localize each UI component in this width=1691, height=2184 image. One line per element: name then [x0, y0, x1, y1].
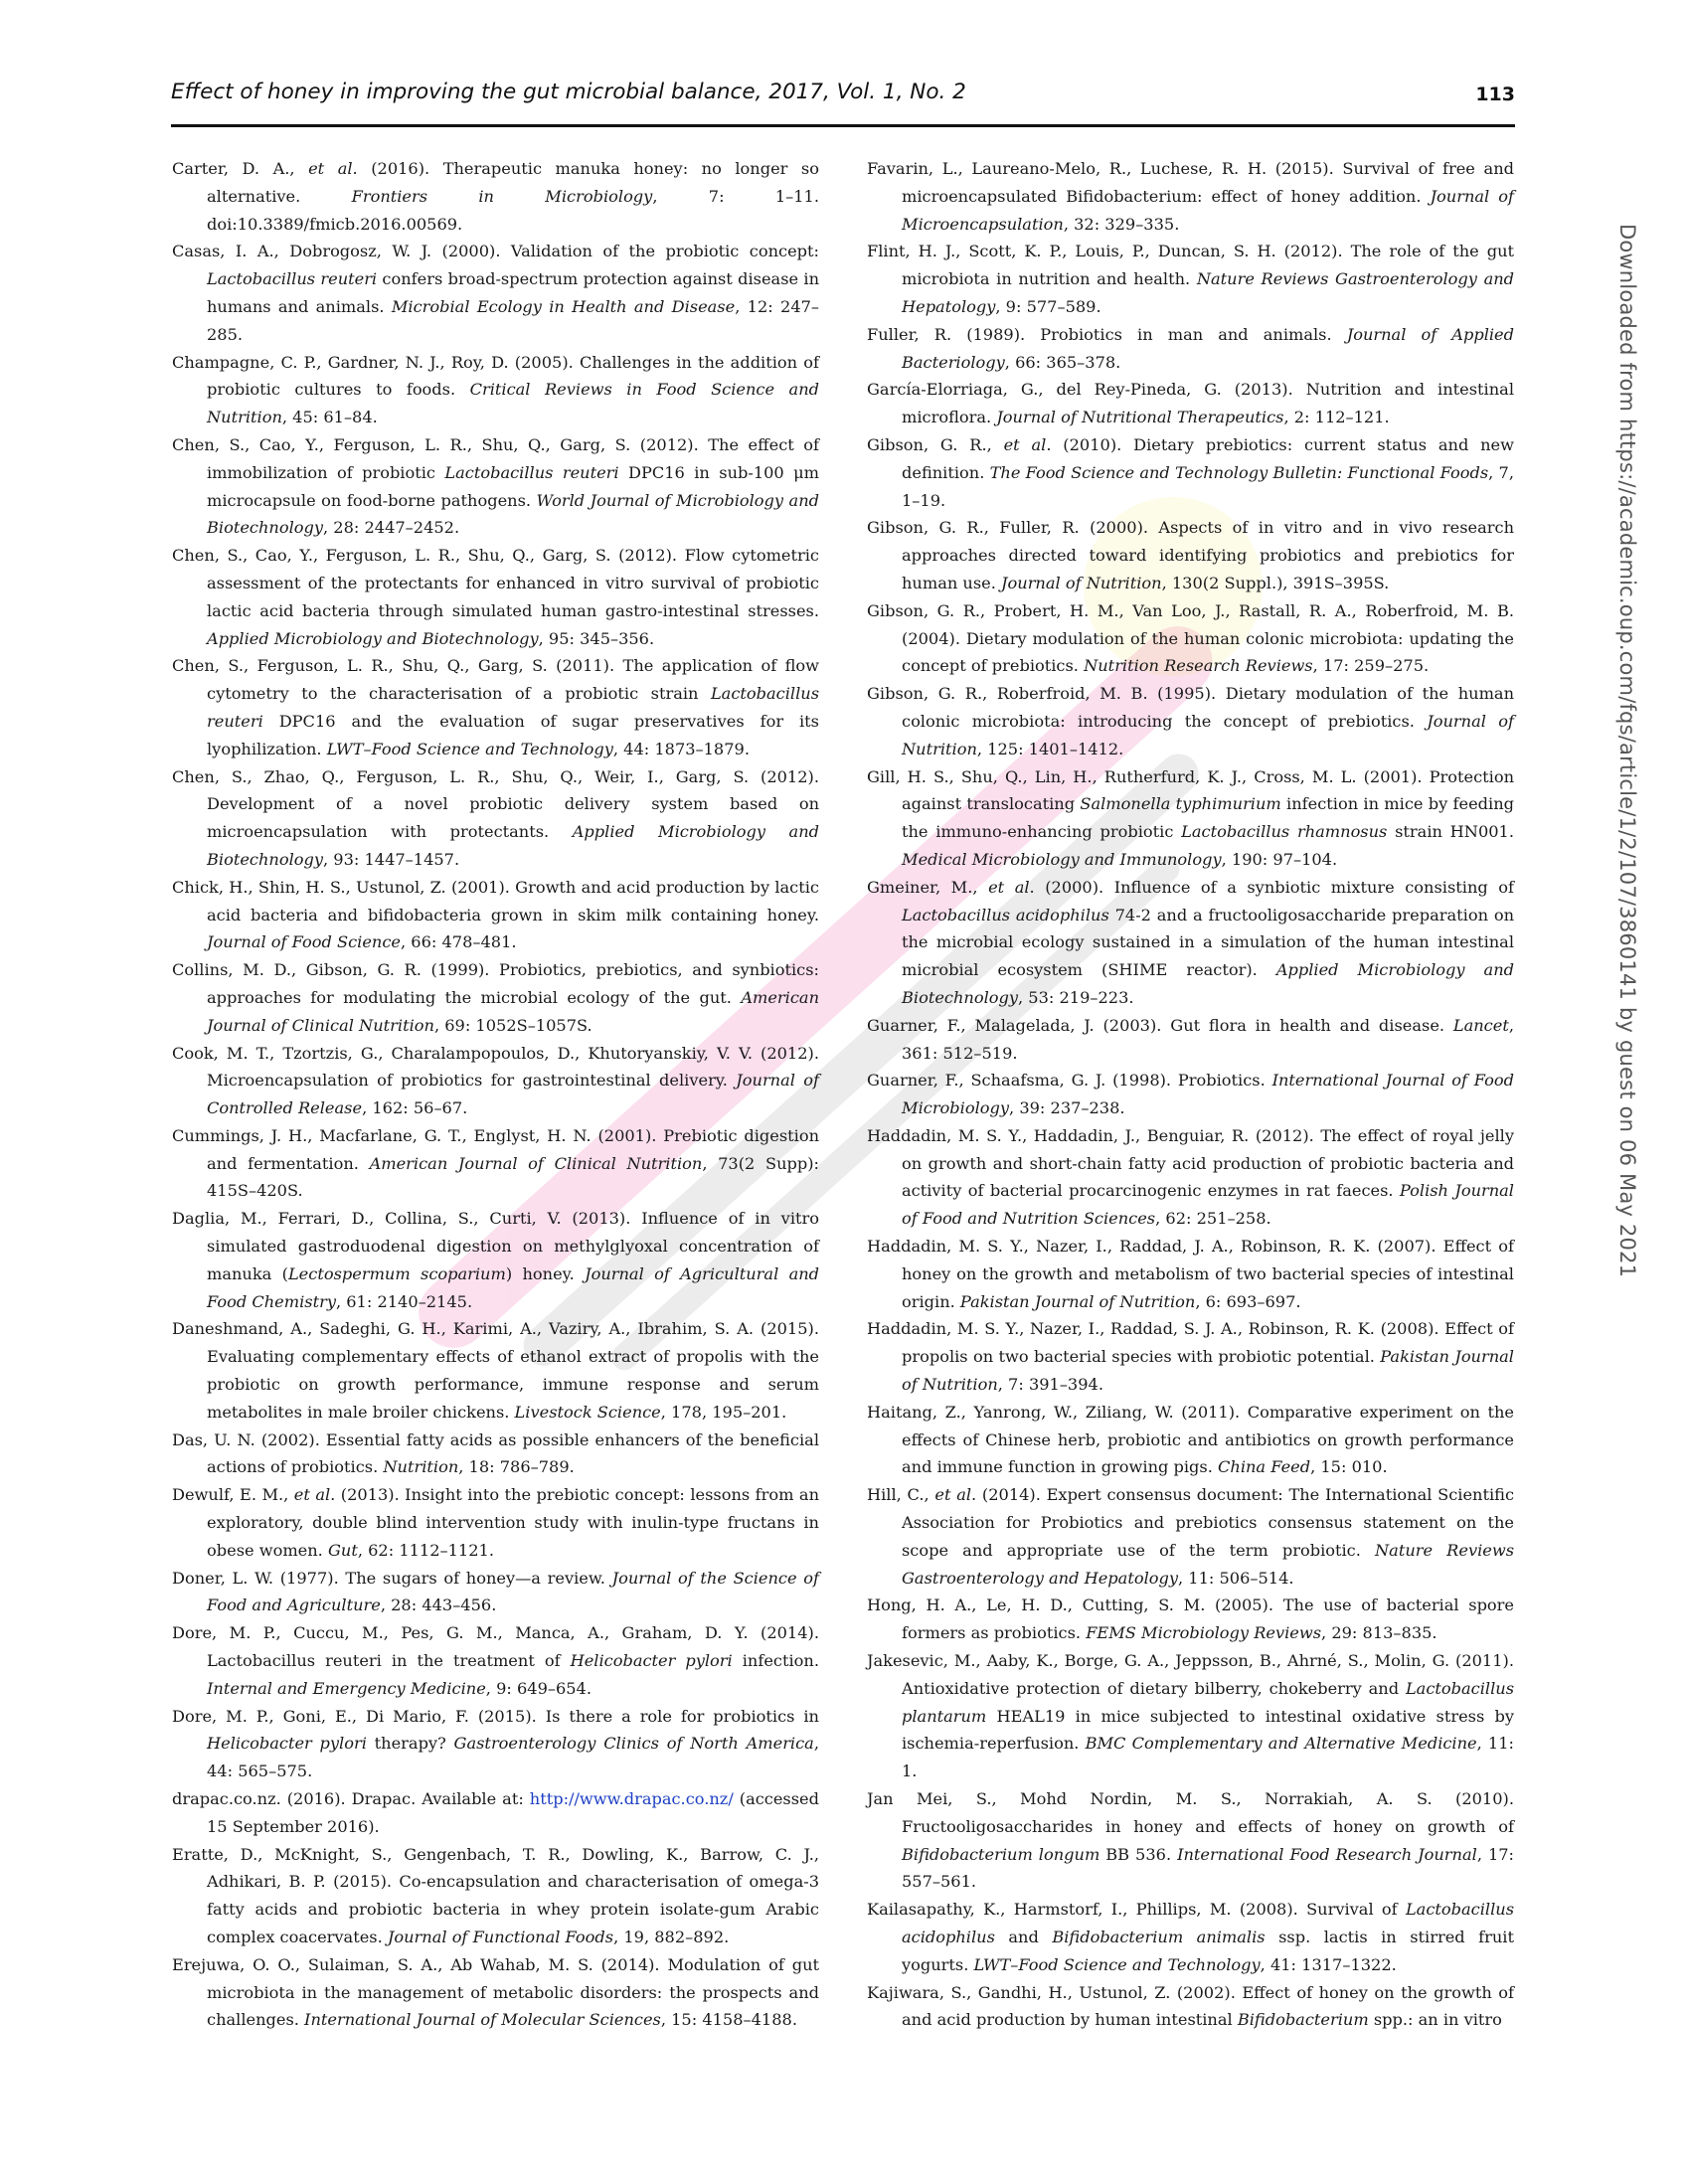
reference-entry: [867, 1233, 1514, 1315]
reference-italic-text: Journal of Nutritional Therapeutics: [996, 408, 1284, 427]
reference-italic-text: Pakistan Journal of Nutrition: [902, 1347, 1514, 1395]
reference-text: Hong, H. A., Le, H. D., Cutting, S. M. (2005). The use of bacterial spore formers as probiotics.: [867, 1596, 1514, 1643]
reference-entry: [867, 1647, 1514, 1785]
reference-entry: [867, 1896, 1514, 1978]
reference-text: , 162: 56–67.: [362, 1098, 468, 1118]
reference-italic-text: Lactobacillus acidophilus: [902, 1900, 1514, 1946]
reference-italic-text: Applied Microbiology and Biotechnology: [207, 822, 819, 869]
reference-text: . (2000). Influence of a synbiotic mixture consisting of: [1029, 877, 1515, 897]
reference-text: Casas, I. A., Dobrogosz, W. J. (2000). Validation of the probiotic concept:: [172, 242, 819, 261]
reference-text: , 44: 565–575.: [207, 1734, 819, 1781]
reference-text: , 190: 97–104.: [1221, 849, 1338, 869]
reference-text: García-Elorriaga, G., del Rey-Pineda, G. (2013). Nutrition and intestinal microflora.: [867, 380, 1514, 427]
reference-text: Dore, M. P., Goni, E., Di Mario, F. (2015). Is there a role for probiotics in: [172, 1706, 819, 1726]
reference-text: Kailasapathy, K., Harmstorf, I., Phillips, M. (2008). Survival of: [867, 1900, 1406, 1920]
reference-text: . (2010). Dietary prebiotics: current status and new definition.: [902, 434, 1514, 482]
reference-italic-text: Journal of Nutrition: [1001, 573, 1162, 592]
reference-italic-text: Lactobacillus reuteri: [444, 462, 619, 482]
reference-text: , 66: 365–378.: [1004, 352, 1121, 372]
reference-text: , 41: 1317–1322.: [1260, 1954, 1397, 1974]
reference-text: HEAL19 in mice subjected to intestinal oxidative stress by ischemia-reperfusion.: [902, 1706, 1514, 1754]
reference-text: , 45: 61–84.: [281, 408, 378, 427]
reference-italic-text: Nutrition Research Reviews: [1084, 656, 1313, 676]
reference-entry: [867, 1399, 1514, 1481]
running-title: Effect of honey in improving the gut microbial balance, 2017, Vol. 1, No. 2: [171, 80, 966, 104]
reference-text: Haitang, Z., Yanrong, W., Ziliang, W. (2011). Comparative experiment on the effects of Chinese herb, probiotic and antibiotics on growth performance and immune function in growing pigs.: [867, 1402, 1514, 1477]
reference-text: Chen, S., Cao, Y., Ferguson, L. R., Shu, Q., Garg, S. (2012). The effect of immobilization of probiotic: [172, 434, 819, 482]
reference-entry: [172, 542, 819, 652]
reference-entry: [172, 155, 819, 238]
reference-text: Flint, H. J., Scott, K. P., Louis, P., Duncan, S. H. (2012). The role of the gut microbiota in nutrition and health.: [867, 242, 1514, 289]
reference-entry: [172, 1427, 819, 1482]
reference-italic-text: BMC Complementary and Alternative Medicine: [1085, 1734, 1477, 1754]
reference-text: Jakesevic, M., Aaby, K., Borge, G. A., Jeppsson, B., Ahrné, S., Molin, G. (2011). Antioxidative protection of dietary bilberry, chokeberry and: [867, 1651, 1514, 1698]
reference-entry: [867, 321, 1514, 377]
reference-text: , 7: 391–394.: [997, 1375, 1103, 1395]
reference-entry: [172, 1315, 819, 1426]
references-left-column: [172, 155, 819, 2034]
reference-entry: [867, 514, 1514, 596]
reference-italic-text: LWT–Food Science and Technology: [973, 1954, 1261, 1974]
reference-text: , 32: 329–335.: [1063, 214, 1180, 234]
reference-text: Gibson, G. R., Fuller, R. (2000). Aspects of in vitro and in vivo research approaches directed toward identifying probiotics and prebiotics for human use.: [867, 518, 1514, 592]
reference-italic-text: Lactobacillus acidophilus: [902, 905, 1109, 924]
reference-italic-text: The Food Science and Technology Bulletin: Functional Foods: [989, 462, 1489, 482]
reference-italic-text: Salmonella typhimurium: [1080, 794, 1281, 814]
reference-text: infection.: [732, 1651, 819, 1671]
reference-text: Haddadin, M. S. Y., Haddadin, J., Benguiar, R. (2012). The effect of royal jelly on growth and short-chain fatty acid production of probiotic bacteria and activity of bacterial procarcinogenic enzymes in rat faeces.: [867, 1125, 1514, 1201]
reference-entry: [867, 1979, 1514, 2035]
reference-text: , 130(2 Suppl.), 391S–395S.: [1161, 573, 1390, 592]
reference-italic-text: Bifidobacterium animalis: [1052, 1928, 1266, 1946]
reference-italic-text: Nutrition: [383, 1457, 459, 1477]
reference-text: Favarin, L., Laureano-Melo, R., Luchese, R. H. (2015). Survival of free and microencapsulated Bifidobacterium: effect of honey addition.: [867, 159, 1514, 206]
reference-text: Gibson, G. R., Probert, H. M., Van Loo, J., Rastall, R. A., Roberfroid, M. B. (2004). Dietary modulation of the human colonic microbiota: updating the concept of prebiotics.: [867, 600, 1514, 676]
reference-text: (accessed 15 September 2016).: [207, 1789, 819, 1836]
reference-text: Fuller, R. (1989). Probiotics in man and animals.: [867, 324, 1347, 344]
reference-text: Chen, S., Ferguson, L. R., Shu, Q., Garg, S. (2011). The application of flow cytometry to the characterisation of a probiotic strain: [172, 656, 819, 704]
reference-italic-text: Gut: [327, 1540, 358, 1560]
reference-entry: [172, 1619, 819, 1702]
reference-text: , 7, 1–19.: [902, 462, 1514, 510]
reference-entry: [172, 763, 819, 874]
reference-entry: [172, 349, 819, 431]
reference-entry: [867, 680, 1514, 762]
reference-italic-text: Internal and Emergency Medicine: [207, 1678, 486, 1698]
reference-italic-text: Helicobacter pylori: [570, 1651, 733, 1671]
reference-entry: [867, 1315, 1514, 1398]
reference-entry: [172, 1951, 819, 2034]
reference-italic-text: Lactobacillus reuteri: [207, 684, 819, 731]
reference-text: , 19, 882–892.: [613, 1928, 730, 1946]
reference-entry: [172, 1841, 819, 1951]
reference-text: , 361: 512–519.: [902, 1015, 1514, 1063]
reference-italic-text: Gastroenterology Clinics of North America: [453, 1734, 814, 1754]
reference-text: 74-2 and a fructooligosaccharide preparation on the microbial ecology sustained in a simulation of the human intestinal microbial ecosystem (SHIME reactor).: [902, 905, 1514, 980]
reference-italic-text: Journal of Agricultural and Food Chemistry: [207, 1263, 820, 1311]
reference-text: Chick, H., Shin, H. S., Ustunol, Z. (2001). Growth and acid production by lactic acid bacteria and bifidobacteria grown in skim milk containing honey.: [172, 877, 819, 924]
reference-italic-text: Journal of Food Science: [207, 932, 402, 952]
reference-italic-text: Lactobacillus reuteri: [207, 269, 378, 289]
download-notice: Downloaded from https://academic.oup.com/fqs/article/1/2/107/3860141 by guest on 06 May 2021: [1615, 224, 1639, 1278]
reference-italic-text: Microbial Ecology in Health and Disease: [391, 296, 736, 316]
reference-text: Daglia, M., Ferrari, D., Collina, S., Curti, V. (2013). Influence of in vitro simulated gastroduodenal digestion on methylglyoxal concentration of manuka (: [172, 1209, 819, 1283]
reference-text: Eratte, D., McKnight, S., Gengenbach, T. R., Dowling, K., Barrow, C. J., Adhikari, B. P. (2015). Co-encapsulation and characterisation of omega-3 fatty acids and probiotic bacteria in whey protein isolate-gum Arabic complex coacervates.: [172, 1844, 819, 1946]
reference-text: ssp. lactis in stirred fruit yogurts.: [902, 1928, 1514, 1974]
reference-text: and: [994, 1928, 1053, 1946]
reference-text: , 15: 010.: [1310, 1457, 1388, 1477]
reference-text: , 61: 2140–2145.: [335, 1291, 473, 1311]
reference-italic-text: et al: [308, 159, 353, 178]
reference-text: therapy?: [366, 1734, 454, 1754]
reference-entry: [867, 1122, 1514, 1233]
reference-text: Dewulf, E. M.,: [172, 1485, 294, 1505]
reference-italic-text: et al: [1003, 434, 1047, 454]
reference-text: , 73(2 Supp): 415S–420S.: [207, 1153, 819, 1201]
reference-italic-text: Lectospermum scoparium: [287, 1263, 506, 1283]
reference-italic-text: Frontiers in Microbiology: [351, 186, 653, 206]
reference-text: Chen, S., Cao, Y., Ferguson, L. R., Shu, Q., Garg, S. (2012). Flow cytometric assessment of the protectants for enhanced in vitro survival of probiotic lactic acid bacteria through simulated human gastro-intestinal stresses.: [172, 546, 819, 620]
reference-italic-text: Pakistan Journal of Nutrition: [959, 1291, 1196, 1311]
reference-text: Kajiwara, S., Gandhi, H., Ustunol, Z. (2002). Effect of honey on the growth of and acid production by human intestinal: [867, 1982, 1514, 2030]
reference-text: Gill, H. S., Shu, Q., Lin, H., Rutherfurd, K. J., Cross, M. L. (2001). Protection against translocating: [867, 766, 1514, 814]
reference-entry: [867, 376, 1514, 431]
page-number: 113: [1475, 84, 1515, 105]
reference-italic-text: Bifidobacterium: [1237, 2010, 1369, 2030]
reference-text: Jan Mei, S., Mohd Nordin, M. S., Norrakiah, A. S. (2010). Fructooligosaccharides in honey and effects of honey on growth of: [867, 1789, 1514, 1836]
reference-link[interactable]: http://www.drapac.co.nz/: [529, 1789, 734, 1809]
reference-text: confers broad-spectrum protection against disease in humans and animals.: [207, 269, 819, 316]
reference-text: Cook, M. T., Tzortzis, G., Charalampopoulos, D., Khutoryanskiy, V. V. (2012). Microencapsulation of probiotics for gastrointestinal delivery.: [172, 1043, 819, 1091]
reference-italic-text: LWT–Food Science and Technology: [326, 739, 613, 758]
reference-entry: [867, 1012, 1514, 1068]
header-rule: [171, 124, 1515, 127]
reference-text: , 62: 1112–1121.: [357, 1540, 494, 1560]
reference-text: , 53: 219–223.: [1018, 987, 1134, 1007]
reference-italic-text: et al: [293, 1485, 331, 1505]
reference-italic-text: Lancet: [1452, 1015, 1509, 1035]
reference-text: , 11: 1.: [902, 1734, 1514, 1781]
reference-text: Doner, L. W. (1977). The sugars of honey—a review.: [172, 1568, 612, 1588]
reference-text: Guarner, F., Schaafsma, G. J. (1998). Probiotics.: [867, 1071, 1272, 1091]
reference-italic-text: Journal of Nutrition: [902, 711, 1514, 758]
reference-text: , 28: 2447–2452.: [323, 518, 460, 538]
reference-italic-text: Medical Microbiology and Immunology: [902, 849, 1222, 869]
reference-italic-text: China Feed: [1218, 1457, 1311, 1477]
reference-entry: [867, 431, 1514, 514]
reference-italic-text: Polish Journal of Food and Nutrition Sciences: [902, 1181, 1514, 1229]
reference-text: Erejuwa, O. O., Sulaiman, S. A., Ab Wahab, M. S. (2014). Modulation of gut microbiota in the management of metabolic disorders: the prospects and challenges.: [172, 1954, 819, 2030]
reference-entry: [867, 1785, 1514, 1896]
reference-text: Carter, D. A.,: [172, 159, 309, 178]
reference-text: , 12: 247–285.: [207, 296, 820, 344]
reference-italic-text: Applied Microbiology and Biotechnology: [207, 628, 539, 648]
reference-italic-text: Nature Reviews Gastroenterology and Hepatology: [902, 1540, 1515, 1588]
reference-text: , 9: 649–654.: [485, 1678, 592, 1698]
reference-italic-text: Journal of Microencapsulation: [902, 186, 1514, 234]
reference-entry: [867, 874, 1514, 1012]
reference-italic-text: Helicobacter pylori: [207, 1734, 367, 1754]
reference-text: , 17: 557–561.: [902, 1844, 1514, 1892]
reference-italic-text: World Journal of Microbiology and Biotechnology: [207, 490, 819, 538]
reference-entry: [172, 1205, 819, 1315]
reference-text: BB 536.: [1099, 1844, 1178, 1864]
reference-text: , 125: 1401–1412.: [976, 739, 1124, 758]
reference-italic-text: Bifidobacterium longum: [902, 1844, 1100, 1864]
reference-text: , 2: 112–121.: [1283, 408, 1390, 427]
reference-text: , 39: 237–238.: [1009, 1098, 1125, 1118]
reference-entry: [867, 155, 1514, 238]
reference-entry: [867, 1481, 1514, 1592]
reference-text: , 95: 345–356.: [538, 628, 655, 648]
reference-text: , 178, 195–201.: [660, 1402, 787, 1422]
reference-text: , 11: 506–514.: [1178, 1568, 1294, 1588]
reference-entry: [172, 1040, 819, 1122]
reference-text: strain HN001.: [1387, 822, 1515, 842]
reference-text: , 28: 443–456.: [380, 1596, 497, 1615]
reference-text: Das, U. N. (2002). Essential fatty acids as possible enhancers of the beneficial actions of probiotics.: [172, 1429, 819, 1477]
reference-entry: [867, 1592, 1514, 1647]
reference-text: . (2016). Therapeutic manuka honey: no longer so alternative.: [207, 159, 819, 206]
reference-text: , 29: 813–835.: [1321, 1623, 1437, 1643]
reference-entry: [172, 1785, 819, 1841]
reference-italic-text: International Journal of Food Microbiology: [902, 1071, 1514, 1118]
reference-entry: [172, 956, 819, 1039]
reference-italic-text: Lactobacillus plantarum: [902, 1678, 1514, 1726]
reference-text: Collins, M. D., Gibson, G. R. (1999). Probiotics, prebiotics, and synbiotics: approaches for modulating the microbial ecology of the gut.: [172, 960, 819, 1007]
reference-text: Gibson, G. R.,: [867, 434, 1004, 454]
reference-text: spp.: an in vitro: [1368, 2010, 1502, 2030]
reference-italic-text: International Journal of Molecular Sciences: [304, 2010, 661, 2030]
reference-entry: [172, 238, 819, 348]
reference-text: , 66: 478–481.: [401, 932, 517, 952]
reference-text: Dore, M. P., Cuccu, M., Pes, G. M., Manca, A., Graham, D. Y. (2014). Lactobacillus reuteri in the treatment of: [172, 1623, 819, 1671]
reference-entry: [867, 763, 1514, 874]
reference-italic-text: et al: [988, 877, 1030, 897]
reference-text: DPC16 and the evaluation of sugar preservatives for its lyophilization.: [207, 711, 819, 758]
reference-text: , 17: 259–275.: [1312, 656, 1430, 676]
reference-text: drapac.co.nz. (2016). Drapac. Available at:: [172, 1789, 530, 1809]
reference-entry: [172, 1565, 819, 1620]
reference-text: , 7: 1–11. doi:10.3389/fmicb.2016.00569.: [207, 186, 820, 234]
reference-text: Guarner, F., Malagelada, J. (2003). Gut flora in health and disease.: [867, 1015, 1453, 1035]
reference-text: Gibson, G. R., Roberfroid, M. B. (1995). Dietary modulation of the human colonic microbiota: introducing the concept of prebiotics.: [867, 684, 1514, 731]
reference-italic-text: FEMS Microbiology Reviews: [1086, 1623, 1322, 1643]
reference-text: , 15: 4158–4188.: [660, 2010, 797, 2030]
reference-text: . (2013). Insight into the prebiotic concept: lessons from an exploratory, double blind intervention study with inulin-type fructans in obese women.: [207, 1485, 820, 1560]
reference-entry: [172, 652, 819, 762]
reference-italic-text: Lactobacillus rhamnosus: [1181, 822, 1388, 842]
reference-text: ) honey.: [505, 1263, 586, 1283]
reference-text: , 93: 1447–1457.: [323, 849, 460, 869]
reference-italic-text: International Food Research Journal: [1177, 1844, 1477, 1864]
reference-text: Daneshmand, A., Sadeghi, G. H., Karimi, A., Vaziry, A., Ibrahim, S. A. (2015). Evaluating complementary effects of ethanol extract of propolis with the probiotic on growth performance, immune response and serum metabolites in male broiler chickens.: [172, 1319, 819, 1422]
reference-italic-text: Journal of the Science of Food and Agriculture: [207, 1568, 819, 1615]
reference-text: , 9: 577–589.: [995, 296, 1101, 316]
reference-text: Hill, C.,: [867, 1485, 935, 1505]
reference-italic-text: et al: [934, 1485, 972, 1505]
reference-italic-text: Journal of Applied Bacteriology: [902, 324, 1514, 372]
reference-entry: [867, 1067, 1514, 1122]
reference-text: Champagne, C. P., Gardner, N. J., Roy, D. (2005). Challenges in the addition of probiotic cultures to foods.: [172, 352, 819, 400]
references-right-column: [867, 155, 1514, 2034]
reference-text: . (2014). Expert consensus document: The International Scientific Association for Probiotics and prebiotics consensus statement on the scope and appropriate use of the term probiotic.: [902, 1485, 1515, 1560]
reference-italic-text: Journal of Controlled Release: [207, 1071, 819, 1118]
reference-text: infection in mice by feeding the immuno-enhancing probiotic: [902, 794, 1515, 842]
reference-entry: [172, 1481, 819, 1564]
reference-italic-text: Nature Reviews Gastroenterology and Hepatology: [902, 269, 1515, 316]
reference-italic-text: American Journal of Clinical Nutrition: [207, 987, 819, 1035]
reference-entry: [172, 1122, 819, 1205]
reference-text: , 6: 693–697.: [1195, 1291, 1301, 1311]
reference-italic-text: Livestock Science: [514, 1402, 661, 1422]
reference-italic-text: Applied Microbiology and Biotechnology: [902, 960, 1514, 1007]
reference-text: Cummings, J. H., Macfarlane, G. T., Englyst, H. N. (2001). Prebiotic digestion and fermentation.: [172, 1125, 819, 1173]
reference-italic-text: Critical Reviews in Food Science and Nutrition: [207, 380, 819, 427]
reference-entry: [172, 431, 819, 542]
reference-entry: [172, 874, 819, 956]
reference-text: Gmeiner, M.,: [867, 877, 989, 897]
reference-text: Chen, S., Zhao, Q., Ferguson, L. R., Shu, Q., Weir, I., Garg, S. (2012). Development of a novel probiotic delivery system based on microencapsulation with protectants.: [172, 766, 819, 842]
reference-italic-text: American Journal of Clinical Nutrition: [369, 1153, 703, 1173]
reference-text: DPC16 in sub-100 μm microcapsule on food-borne pathogens.: [207, 462, 819, 510]
reference-text: , 44: 1873–1879.: [612, 739, 750, 758]
reference-text: Haddadin, M. S. Y., Nazer, I., Raddad, J. A., Robinson, R. K. (2007). Effect of honey on the growth and metabolism of two bacterial species of intestinal origin.: [867, 1237, 1514, 1311]
reference-italic-text: Journal of Functional Foods: [387, 1928, 614, 1946]
reference-text: , 69: 1052S–1057S.: [433, 1015, 592, 1035]
reference-text: , 62: 251–258.: [1155, 1209, 1271, 1229]
reference-text: Haddadin, M. S. Y., Nazer, I., Raddad, S. J. A., Robinson, R. K. (2008). Effect of propolis on two bacterial species with probiotic potential.: [867, 1319, 1514, 1367]
reference-entry: [867, 597, 1514, 680]
reference-text: , 18: 786–789.: [458, 1457, 575, 1477]
reference-entry: [172, 1703, 819, 1785]
reference-entry: [867, 238, 1514, 320]
